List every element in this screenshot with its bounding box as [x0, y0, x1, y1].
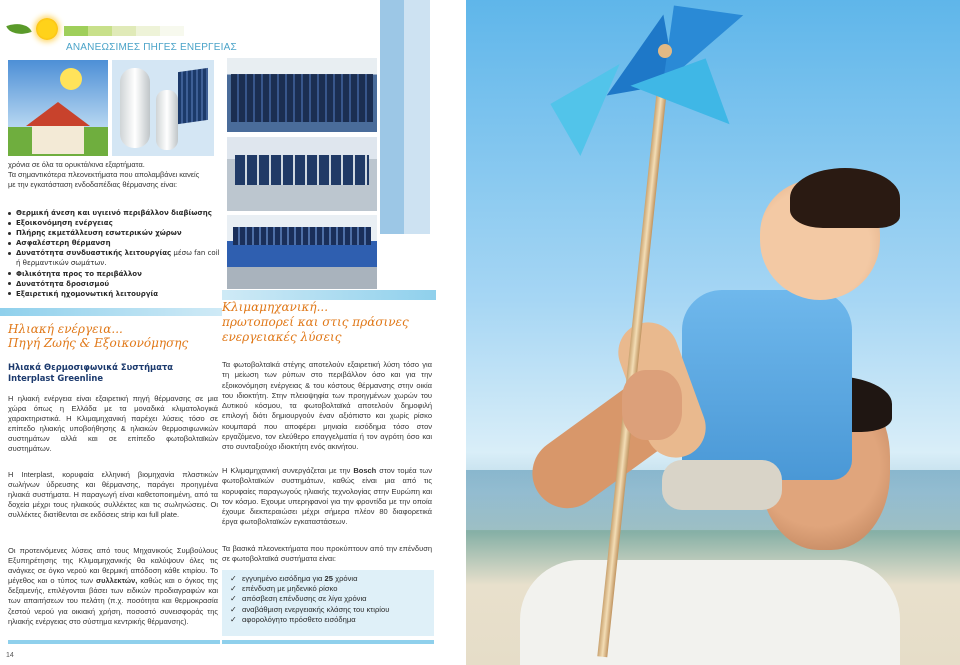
checklist-item [230, 584, 426, 594]
pv-building-photo [227, 215, 377, 289]
item-text: χρόνια [333, 574, 358, 583]
leaf-icon [6, 19, 31, 40]
heading-line: ενεργειακές λύσεις [222, 330, 342, 344]
item-text: επένδυση με μηδενικό ρίσκο [242, 584, 338, 594]
list-item [8, 269, 220, 279]
list-item-text: μέσω fan coil ή θερμαντικών σωμάτων. [16, 249, 220, 268]
item-text: απόσβεση επένδυσης σε λίγα χρόνια [242, 594, 367, 604]
solar-water-heater-image [112, 60, 214, 156]
green-solutions-heading [222, 300, 432, 345]
paragraph-text: Οι προτεινόμενες λύσεις από τους Μηχανικούς Συμβούλους Εξυπηρέτησης της Κλιμαμηχανικής θα καλύψουν όλες τις ανάγκες σε όγκο νερού και θερμική απόδοση κάθε κτιρίου. Το μέγεθος και ο τύπος των [8, 546, 218, 586]
subheading-line: Ηλιακά Θερμοσιφωνικά Συστήματα [8, 362, 174, 372]
house-roof-graphic [26, 102, 90, 126]
intro-line: χρόνια σε όλα τα ορυκτά/κινα εξαρτήματα. [8, 160, 145, 169]
item-text: εγγυημένο εισόδημα για [242, 574, 325, 583]
man-shirt-graphic [520, 560, 900, 665]
list-item [8, 228, 220, 238]
heading-line: πρωτοπορεί και στις πράσινες [222, 315, 409, 329]
body-paragraph: Τα βασικά πλεονεκτήματα που προκύπτουν από την επένδυση σε φωτοβολταϊκά συστήματα είναι: [222, 544, 432, 564]
check-icon: ✓ [230, 604, 237, 614]
checklist-item [230, 615, 426, 625]
list-item-bold: Θερμική άνεση και υγιεινό περιβάλλον διαβίωσης [16, 209, 212, 217]
paragraph-text: στον τομέα των φωτοβολταϊκών συστημάτων, καθώς είναι μια από τις κορυφαίες παραγωγούς ηλιακής τεχνολογίας στην Ευρώπη και τον κόσμο. Εχουμε υπερηφανοί για την φροντίδα με την οποία έχουμε διεκπεραιώσει μέχρι σήμερα πλέον 80 διαφορετικά έργα φωτοβολταϊκών εγκαταστάσεων. [222, 466, 432, 527]
divider-band [222, 290, 436, 300]
heading-line: Κλιμαμηχανική... [222, 300, 329, 314]
bottom-band [222, 640, 434, 644]
intro-line: με την εγκατάσταση ενδοδαπέδιας θέρμανσης είναι: [8, 180, 178, 189]
tank-graphic [156, 90, 178, 150]
intro-text [8, 160, 218, 190]
product-subheading [8, 362, 218, 384]
subheading-line: Interplast Greenline [8, 373, 104, 383]
boy-shorts-graphic [662, 460, 782, 510]
check-icon: ✓ [230, 614, 237, 624]
list-item [8, 208, 220, 218]
hand-graphic [622, 370, 682, 440]
solar-energy-heading [8, 322, 218, 350]
page-number: 14 [6, 652, 14, 659]
solar-house-image [8, 60, 108, 156]
checklist-item [230, 594, 426, 604]
list-item-bold: Εξοικονόμηση ενέργειας [16, 219, 113, 228]
page-header [0, 0, 237, 56]
item-text: αφορολόγητο πρόσθετο εισόδημα [242, 614, 356, 624]
body-paragraph: Η ηλιακή ενέργεια είναι εξαιρετική πηγή θέρμανσης σε μια χώρα όπως η Ελλάδα με τα μοναδικά κλιματολογικά χαρακτηριστικά. Η Κλιμαμηχανική παρέχει λύσεις τόσο σε επίπεδο ηλιακής υποβοήθησης & ηλιακών θερμοσιφωνικών συστημάτων αλλά και σε επίπεδο φωτοβολταϊκών συστημάτων. [8, 394, 218, 454]
rooftop-pv-photo [227, 58, 377, 132]
sun-graphic [60, 68, 82, 90]
list-item [8, 248, 220, 268]
pinwheel-hub-graphic [658, 44, 672, 58]
boy-shirt-graphic [682, 290, 852, 480]
checklist-item [230, 574, 426, 584]
house-wall-graphic [32, 126, 84, 154]
list-item-bold: Δυνατότητα συνδυαστικής λειτουργίας [16, 249, 172, 258]
list-item-bold: Πλήρης εκμετάλλευση εσωτερικών χώρων [16, 229, 182, 238]
paragraph-bold: Bosch [353, 466, 377, 475]
benefits-box [222, 570, 434, 636]
decorative-bar [404, 0, 430, 234]
boy-hair-graphic [790, 168, 900, 228]
body-paragraph: Τα φωτοβολταϊκά στέγης αποτελούν εξαιρετική λύση τόσο για τη μείωση των ρύπων στο περιβάλλον όσο και για την εξοικονόμηση ενέργειας & του κόστους θέρμανσης στην οικία του ιδιοκτήτη. Στην πλειοψηφία των προηγμένων χωρών του Δυτικού κόσμου, τα φωτοβολταϊκά αποτελούν δημοφιλή επιλογή διότι δημιουργούν έναν αξιόπιστο και χωρίς ρίσκο κουμπαρά που αποφέρει μηνιαία εισόδημα τόσο στον εργαζόμενο, τον ελεύθερο επαγγελματία ή τον αγρότη όσο και στο συνταξιούχο ιδιοκτήτη ενός ακινήτου. [222, 360, 432, 452]
list-item [8, 279, 220, 289]
list-item [8, 289, 220, 299]
pv-array-photo [227, 137, 377, 211]
divider-band [0, 308, 222, 316]
header-color-stripes [64, 26, 184, 36]
benefits-list [8, 208, 220, 299]
solar-collector-graphic [178, 68, 208, 124]
list-item-bold: Ασφαλέστερη θέρμανση [16, 239, 111, 248]
heading-line: Ηλιακή ενέργεια... [8, 322, 123, 336]
check-icon: ✓ [230, 584, 237, 594]
heading-line: Πηγή Ζωής & Εξοικονόμησης [8, 336, 189, 350]
list-item-bold: Φιλικότητα προς το περιβάλλον [16, 269, 142, 278]
item-text: αναβάθμιση ενεργειακής κλάσης του κτιρίου [242, 604, 390, 614]
bottom-band [8, 640, 220, 644]
paragraph-bold: συλλεκτών, [96, 576, 138, 586]
decorative-bar [380, 0, 404, 234]
paragraph-text: καθώς και ο όγκος της δεξαμενής, επιλέγονται βάσει των ειδικών προδιαγραφών και των απαιτήσεων του πελάτη (π.χ. ποσότητα και θερμοκρασία ζεστού νερού για οικιακή χρήση, ποσοστό συνεισφοράς της ηλιακής ενέργειας στο σύστημα κεντρικής θέρμανσης). [8, 576, 218, 626]
body-paragraph [222, 466, 432, 528]
body-paragraph: Η Interplast, κορυφαία ελληνική βιομηχανία πλαστικών σωλήνων ύδρευσης και θέρμανσης, παράγει προηγμένα ηλιακά συστήματα. Η παραγωγή είναι καθετοποιημένη, από τα δοχεία μέχρι τους ηλιακούς συλλέκτες και τις σωληνώσεις. Οι συλλέκτες διατίθενται σε εκδόσεις strip και full plate. [8, 470, 218, 520]
checklist [230, 574, 426, 625]
list-item [8, 238, 220, 248]
checklist-item [230, 605, 426, 615]
intro-line: Τα σημαντικότερα πλεονεκτήματα που απολαμβάνει κανείς [8, 170, 200, 179]
section-title: ΑΝΑΝΕΩΣΙΜΕΣ ΠΗΓΕΣ ΕΝΕΡΓΕΙΑΣ [66, 42, 237, 53]
sun-icon [36, 18, 58, 40]
list-item-bold: Εξαιρετική ηχομονωτική λειτουργία [16, 289, 159, 298]
list-item-bold: Δυνατότητα δροσισμού [16, 279, 110, 288]
list-item [8, 218, 220, 228]
tank-graphic [120, 68, 150, 148]
check-icon: ✓ [230, 594, 237, 604]
paragraph-text: Η Κλιμαμηχανική συνεργάζεται με την [222, 466, 354, 475]
body-paragraph [8, 546, 218, 627]
check-icon: ✓ [230, 574, 237, 583]
item-bold: 25 [324, 574, 333, 583]
